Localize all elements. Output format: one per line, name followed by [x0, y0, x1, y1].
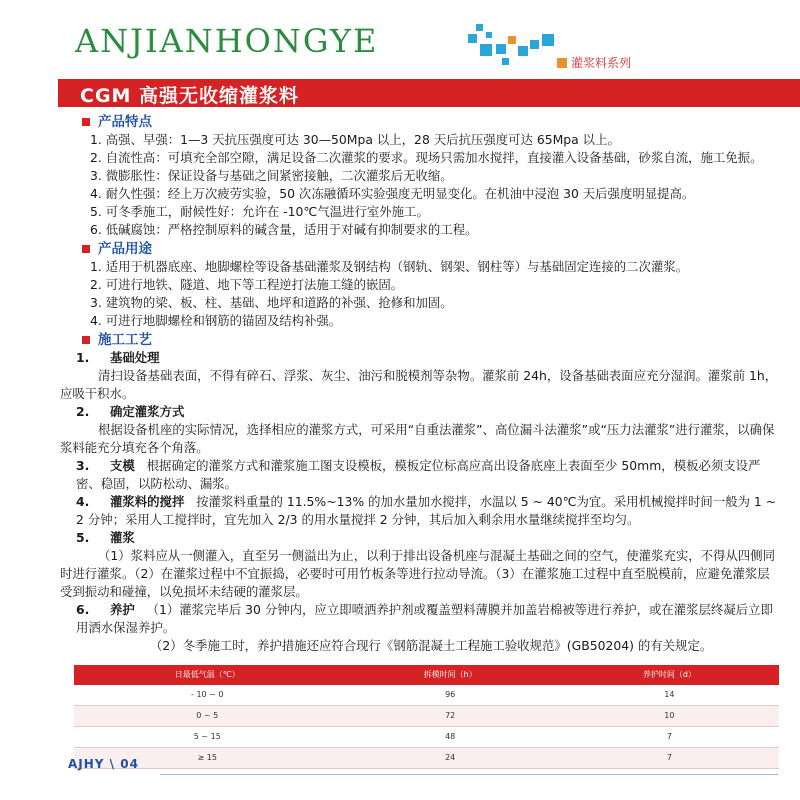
table-cell: 7 [560, 748, 779, 769]
square-bullet-icon [82, 336, 90, 344]
table-row [74, 727, 779, 748]
table-cell: 5 ~ 15 [74, 727, 341, 748]
step-inline: 4. 灌浆料的搅拌 按灌浆料重量的 11.5%~13% 的加水量加水搅拌，水温以 5 ~ 40℃为宜。采用机械搅拌时间一般为 1 ~ 2 分钟；采用人工搅拌时，宜先加入 2/3 的用水量搅拌 2 分钟，其后加入剩余用水量继续搅拌至均匀。 [76, 494, 777, 527]
table-row [74, 748, 779, 769]
square-bullet-icon [82, 118, 90, 126]
list-item: 2. 自流性高：可填充全部空隙，满足设备二次灌浆的要求。现场只需加水搅拌，直接灌入设备基础，砂浆自流，施工免振。 [90, 150, 763, 165]
brand-wordmark: ANJIANHONGYE [75, 22, 379, 60]
section-heading-features: 产品特点 [60, 113, 778, 131]
features-list [60, 131, 778, 239]
step-text: （1）浆料应从一侧灌入，直至另一侧溢出为止，以利于排出设备机座与混凝土基础之间的空气，使灌浆充实，不得从四侧同时进行灌浆。（2）在灌浆过程中不宜振捣，必要时可用竹板条等进行拉动导流。（3）在灌浆施工过程中直至脱模前，应避免灌浆层受到振动和碰撞，以免损坏未结硬的灌浆层。 [60, 548, 775, 599]
page-footer: AJHY \ 04 [68, 757, 139, 771]
step-text: （2）冬季施工时，养护措施还应符合现行《钢筋混凝土工程施工验收规范》(GB50204) 的有关规定。 [150, 638, 713, 653]
section-heading-process: 施工工艺 [60, 331, 778, 349]
table-cell: 0 ~ 5 [74, 706, 341, 727]
table-header-row [74, 665, 779, 685]
product-series-label: 灌浆料系列 [557, 54, 631, 71]
list-item: 4. 可进行地脚螺栓和钢筋的锚固及结构补强。 [90, 313, 342, 328]
step-heading: 5. 灌浆 [76, 530, 135, 545]
list-item: 6. 低碱腐蚀：严格控制原料的碱含量，适用于对碱有抑制要求的工程。 [90, 222, 478, 237]
table-cell: ≥ 15 [74, 748, 341, 769]
product-title: CGM 高强无收缩灌浆料 [80, 85, 300, 107]
table-cell: 96 [341, 685, 560, 706]
step-text: 根据设备机座的实际情况，选择相应的灌浆方式，可采用“自重法灌浆”、高位漏斗法灌浆”或“压力法灌浆”进行灌浆，以确保浆料能充分填充各个角落。 [60, 422, 775, 455]
table-row [74, 685, 779, 706]
list-item: 4. 耐久性强：经上万次疲劳实验，50 次冻融循环实验强度无明显变化。在机油中浸泡 30 天后强度明显提高。 [90, 186, 695, 201]
step-inline: 6. 养护 （1）灌浆完毕后 30 分钟内，应立即喷洒养护剂或覆盖塑料薄膜并加盖岩棉被等进行养护，或在灌浆层终凝后立即用洒水保湿养护。 [76, 602, 773, 635]
curing-time-table [74, 665, 779, 769]
section-heading-uses: 产品用途 [60, 240, 778, 258]
square-bullet-icon [82, 245, 90, 253]
table-header-cell: 日最低气温（℃） [74, 665, 341, 685]
table-cell: 72 [341, 706, 560, 727]
orange-square-icon [557, 58, 567, 68]
list-item: 1. 适用于机器底座、地脚螺栓等设备基础灌浆及钢结构（钢轨、钢架、钢柱等）与基础固定连接的二次灌浆。 [90, 259, 689, 274]
footer-divider [160, 774, 778, 775]
table-cell: 7 [560, 727, 779, 748]
list-item: 1. 高强、早强：1—3 天抗压强度可达 30—50Mpa 以上，28 天后抗压强度可达 65Mpa 以上。 [90, 132, 620, 147]
step-heading: 1. 基础处理 [76, 350, 160, 365]
main-content [60, 112, 778, 769]
table-header-cell: 养护时间（d） [560, 665, 779, 685]
step-heading: 2. 确定灌浆方式 [76, 404, 185, 419]
uses-list [60, 258, 778, 330]
list-item: 3. 建筑物的梁、板、柱、基础、地坪和道路的补强、抢修和加固。 [90, 295, 453, 310]
step-inline: 3. 支模 根据确定的灌浆方式和灌浆施工图支设模板，模板定位标高应高出设备底座上表面至少 50mm，模板必须支设严密、稳固，以防松动、漏浆。 [76, 458, 761, 491]
title-bar [58, 79, 800, 107]
table-cell: 10 [560, 706, 779, 727]
step-text: 清扫设备基础表面，不得有碎石、浮浆、灰尘、油污和脱模剂等杂物。灌浆前 24h，设备基础表面应充分湿润。灌浆前 1h，应吸干积水。 [60, 368, 778, 401]
list-item: 2. 可进行地铁、隧道、地下等工程逆打法施工缝的嵌固。 [90, 277, 404, 292]
table-body [74, 685, 779, 769]
table-row [74, 706, 779, 727]
list-item: 5. 可冬季施工，耐候性好：允许在 -10℃气温进行室外施工。 [90, 204, 429, 219]
table-header-cell: 拆模时间（h） [341, 665, 560, 685]
table-cell: 48 [341, 727, 560, 748]
table-cell: - 10 ~ 0 [74, 685, 341, 706]
list-item: 3. 微膨胀性：保证设备与基础之间紧密接触，二次灌浆后无收缩。 [90, 168, 453, 183]
table-cell: 24 [341, 748, 560, 769]
table-cell: 14 [560, 685, 779, 706]
brand-pixel-logo [458, 22, 558, 72]
